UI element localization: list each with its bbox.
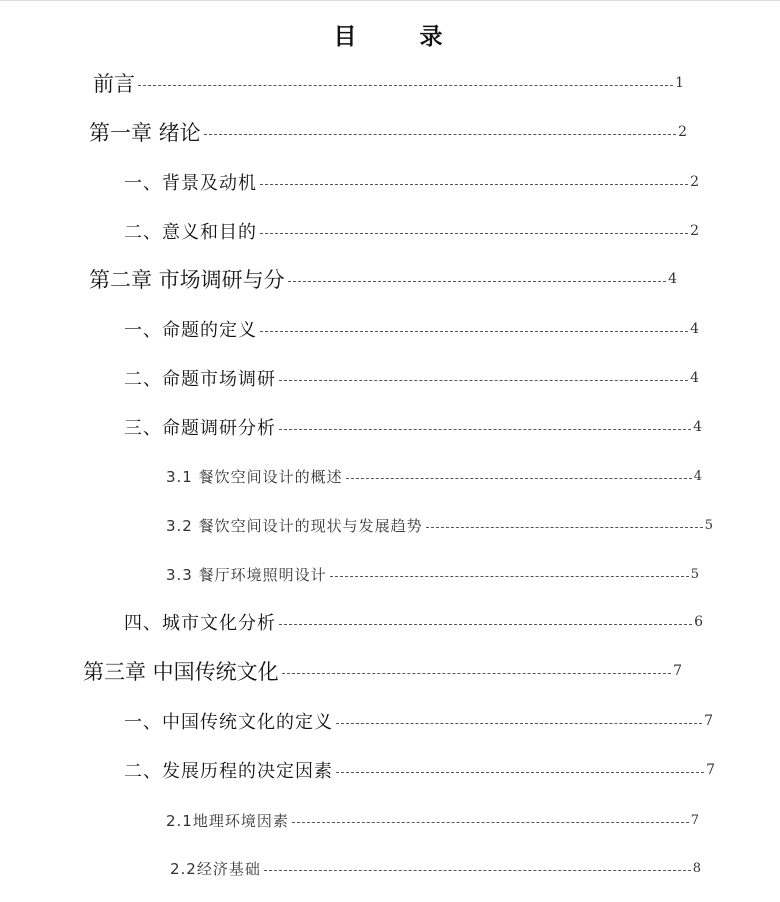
toc-leader [279,429,691,430]
toc-entry-2-3[interactable] [124,412,703,442]
toc-page-number: 4 [693,468,703,484]
toc-entry-chapter-3[interactable] [83,656,682,686]
toc-page-number: 8 [692,860,702,876]
toc-entry-label: 2.1地理环境因素 [166,811,289,830]
toc-page-number: 4 [690,321,700,337]
toc-leader [288,281,666,282]
toc-leader [346,478,692,479]
toc-entry-label: 一、命题的定义 [124,320,257,341]
toc-entry-1-2[interactable] [124,216,700,246]
toc-leader [138,85,673,86]
toc-entry-2-4[interactable] [124,607,704,637]
toc-entry-label: 二、意义和目的 [124,222,257,243]
toc-page-number: 4 [668,271,677,287]
toc-entry-chapter-2[interactable] [89,264,677,294]
toc-entry-label: 前言 [93,72,135,96]
toc-entry-2-1[interactable] [124,314,700,344]
toc-entry-1-1[interactable] [124,167,700,197]
toc-leader [204,134,676,135]
toc-page-number: 4 [690,370,700,386]
toc-entry-label: 第一章 绪论 [89,121,201,145]
toc-entry-label: 3.1 餐饮空间设计的概述 [166,467,343,486]
toc-leader [260,184,688,185]
toc-entry-label: 第二章 市场调研与分 [89,268,285,292]
toc-leader [282,673,671,674]
toc-entry-preface[interactable] [93,68,684,98]
toc-entry-label: 一、中国传统文化的定义 [124,712,333,733]
toc-leader [279,624,692,625]
toc-entry-3-1[interactable] [124,706,714,736]
toc-page-number: 2 [678,124,687,140]
toc-entry-3-2[interactable] [124,755,716,785]
top-border [0,0,780,1]
toc-entry-label: 第三章 中国传统文化 [83,660,279,684]
toc-entry-label: 四、城市文化分析 [124,613,276,634]
toc-entry-2-3-1[interactable] [166,461,703,491]
toc-entry-2-3-3[interactable] [166,559,700,589]
toc-leader [260,331,688,332]
toc-page-number: 2 [690,174,700,190]
toc-page-number: 1 [675,75,684,91]
toc-entry-2-2[interactable] [124,363,700,393]
toc-entry-label: 3.3 餐厅环境照明设计 [166,565,327,584]
toc-page-number: 7 [690,812,700,828]
toc-page-number: 6 [694,614,704,630]
toc-leader [426,527,703,528]
toc-page-number: 7 [673,663,682,679]
toc-page-number: 7 [706,762,716,778]
toc-page-number: 4 [693,419,703,435]
toc-page-number: 7 [704,713,714,729]
toc-entry-label: 3.2 餐饮空间设计的现状与发展趋势 [166,516,423,535]
toc-entry-3-2-1[interactable] [166,805,700,835]
toc-leader [279,380,688,381]
toc-leader [336,723,702,724]
toc-leader [292,822,689,823]
toc-page-number: 2 [690,223,700,239]
toc-entry-label: 二、发展历程的决定因素 [124,761,333,782]
toc-leader [330,576,689,577]
toc-leader [336,772,704,773]
toc-entry-label: 一、背景及动机 [124,173,257,194]
toc-entry-label: 二、命题市场调研 [124,369,276,390]
toc-leader [264,870,691,871]
toc-entry-label: 三、命题调研分析 [124,418,276,439]
toc-page-number: 5 [704,517,714,533]
toc-entry-2-3-2[interactable] [166,510,714,540]
toc-entry-3-2-2[interactable] [170,853,702,883]
toc-entry-label: 2.2经济基础 [170,859,261,878]
toc-page-number: 5 [690,566,700,582]
toc-title: 目 录 [333,24,463,50]
toc-leader [260,233,688,234]
toc-entry-chapter-1[interactable] [89,117,687,147]
